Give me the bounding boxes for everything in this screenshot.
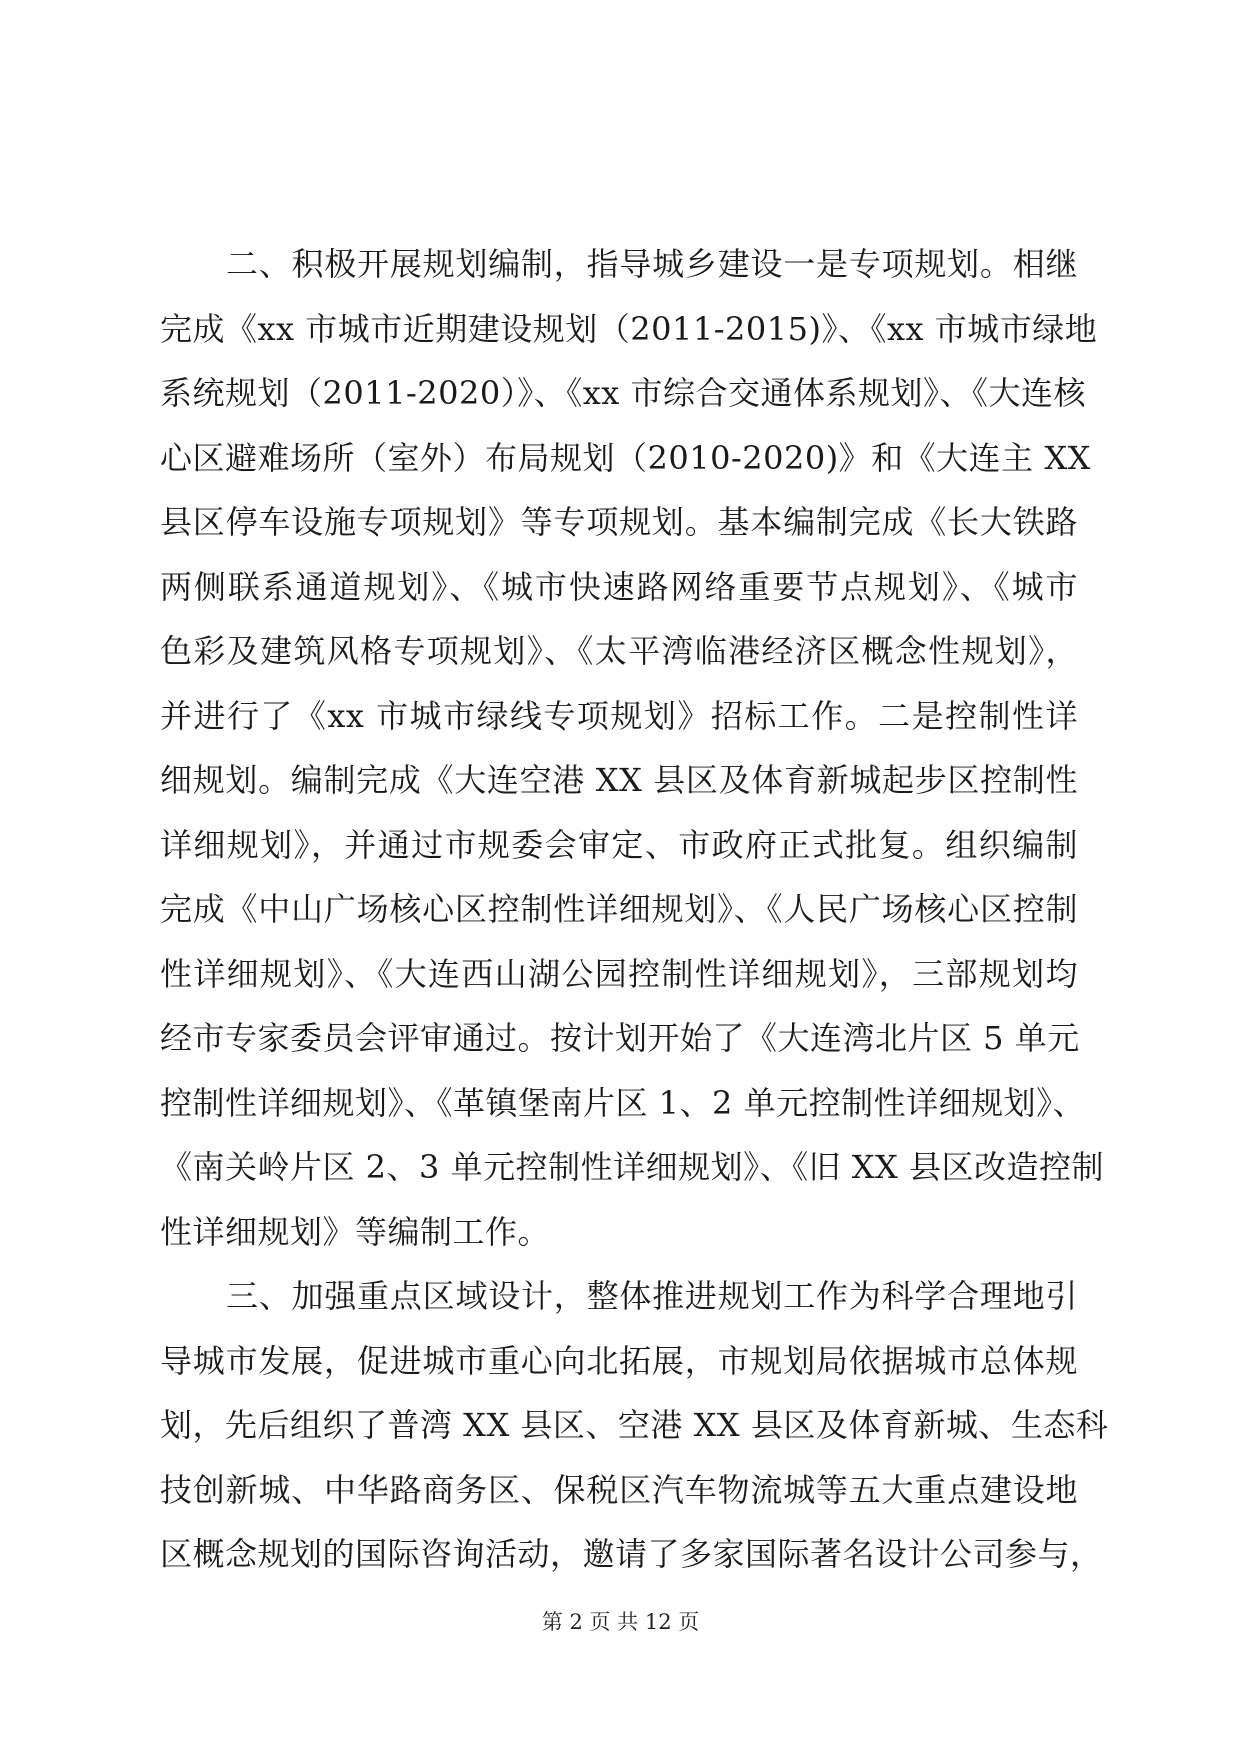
text-line: 三、加强重点区域设计，整体推进规划工作为科学合理地引 (226, 1277, 1078, 1315)
text-line: 二、积极开展规划编制，指导城乡建设一是专项规划。相继 (226, 245, 1078, 283)
text-line: 划，先后组织了普湾 XX 县区、空港 XX 县区及体育新城、生态科 (160, 1406, 1109, 1444)
text-line: 县区停车设施专项规划》等专项规划。基本编制完成《长大铁路 (160, 503, 1078, 541)
text-line: 心区避难场所（室外）布局规划（2010-2020)》和《大连主 XX (160, 438, 1091, 477)
text-line: 并进行了《xx 市城市绿线专项规划》招标工作。二是控制性详 (160, 696, 1078, 735)
text-line: 详细规划》，并通过市规委会审定、市政府正式批复。组织编制 (160, 825, 1078, 864)
paragraph-2 (160, 232, 1104, 1264)
text-line: 性详细规划》、《大连西山湖公园控制性详细规划》，三部规划均 (160, 954, 1078, 993)
text-line: 控制性详细规划》、《革镇堡南片区 1、2 单元控制性详细规划》、 (160, 1083, 1086, 1122)
text-line: 两侧联系通道规划》、《城市快速路网络重要节点规划》、《城市 (160, 567, 1078, 606)
text-line: 完成《xx 市城市近期建设规划（2011-2015)》、《xx 市城市绿地 (160, 309, 1098, 348)
text-line: 技创新城、中华路商务区、保税区汽车物流城等五大重点建设地 (160, 1470, 1078, 1509)
paragraph-3 (160, 1264, 1109, 1587)
text-line: 区概念规划的国际咨询活动，邀请了多家国际著名设计公司参与， (160, 1535, 1103, 1573)
text-line: 色彩及建筑风格专项规划》、《太平湾临港经济区概念性规划》， (160, 632, 1078, 670)
page-number-footer: 第 2 页 共 12 页 (541, 1610, 700, 1634)
text-line: 《南关岭片区 2、3 单元控制性详细规划》、《旧 XX 县区改造控制 (160, 1148, 1104, 1186)
document-body (160, 232, 1109, 1587)
text-line: 经市专家委员会评审通过。按计划开始了《大连湾北片区 5 单元 (160, 1019, 1080, 1057)
text-line: 细规划。编制完成《大连空港 XX 县区及体育新城起步区控制性 (160, 761, 1078, 799)
text-line: 性详细规划》等编制工作。 (160, 1212, 551, 1251)
text-line: 系统规划（2011-2020）》、《xx 市综合交通体系规划》、《大连核 (160, 374, 1086, 412)
text-line: 完成《中山广场核心区控制性详细规划》、《人民广场核心区控制 (160, 890, 1078, 928)
text-line: 导城市发展，促进城市重心向北拓展，市规划局依据城市总体规 (160, 1341, 1078, 1380)
